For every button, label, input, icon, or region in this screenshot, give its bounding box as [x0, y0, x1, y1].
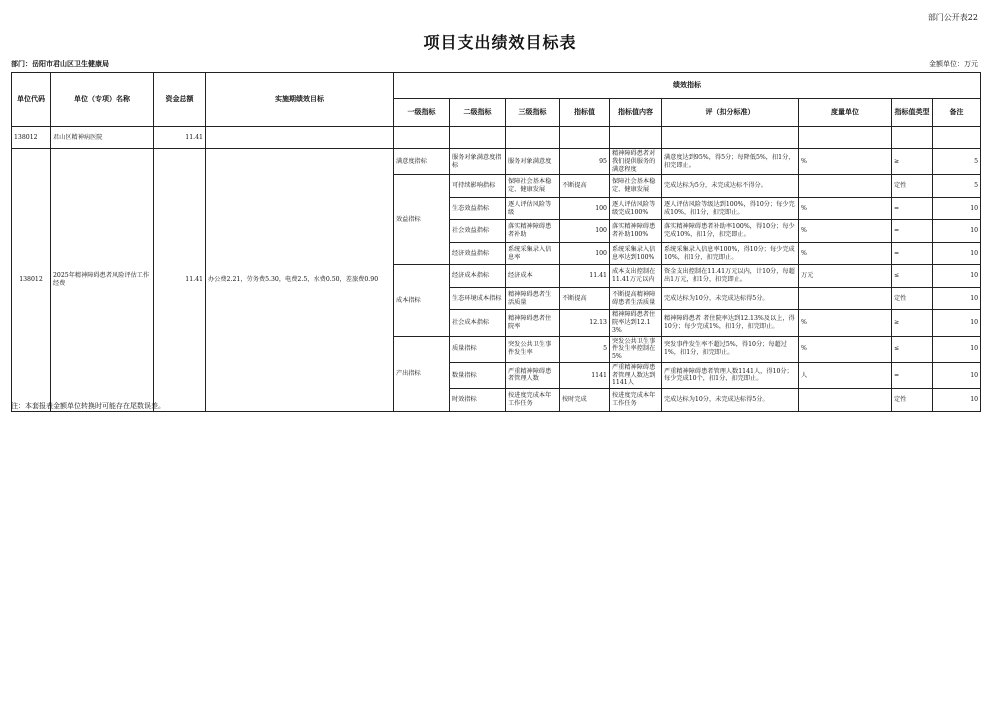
level1-cell: 效益指标	[394, 175, 450, 265]
level2-cell: 服务对象满意度指标	[450, 149, 506, 175]
scoring-cell: 突发事件发生率不超过5%，得10分；每超过1%，扣1分，扣完即止。	[662, 336, 799, 362]
scoring-cell: 严重精神障碍患者管理人数1141人，得10分；每少完成10个，扣1分，扣完即止。	[662, 362, 799, 388]
value-content-cell: 精神障碍患者对我们提供服务的满意程度	[610, 149, 662, 175]
measure-unit-cell: %	[799, 220, 892, 243]
remark-cell: 5	[933, 149, 981, 175]
level3-cell: 落实精神障碍患者补助	[506, 220, 560, 243]
header-level1: 一级指标	[394, 99, 450, 127]
value-cell: 12.13	[560, 310, 610, 336]
value-cell: 100	[560, 242, 610, 265]
measure-unit-cell: %	[799, 149, 892, 175]
level2-cell: 经济效益指标	[450, 242, 506, 265]
level3-cell: 经济成本	[506, 265, 560, 288]
department-label: 部门：岳阳市君山区卫生健康局	[11, 59, 109, 68]
page-corner-label: 部门公开表22	[927, 13, 978, 22]
header-unit-code: 单位代码	[12, 73, 51, 127]
level3-cell: 突发公共卫生事件发生率	[506, 336, 560, 362]
level1-cell: 成本指标	[394, 265, 450, 336]
value-cell: 1141	[560, 362, 610, 388]
remark-cell: 10	[933, 389, 981, 412]
project-amount: 11.41	[154, 149, 206, 412]
summary-code: 138012	[12, 127, 51, 149]
summary-name: 君山区精神病医院	[51, 127, 154, 149]
value-type-cell: =	[892, 220, 933, 243]
value-content-cell: 逐人评估风险等级完成100%	[610, 197, 662, 220]
remark-cell: 10	[933, 220, 981, 243]
header-level3: 三级指标	[506, 99, 560, 127]
level2-cell: 社会成本指标	[450, 310, 506, 336]
header-remark: 备注	[933, 99, 981, 127]
value-type-cell: ≥	[892, 149, 933, 175]
performance-target-table	[11, 72, 981, 412]
measure-unit-cell: %	[799, 242, 892, 265]
remark-cell: 10	[933, 197, 981, 220]
value-cell: 95	[560, 149, 610, 175]
measure-unit-cell	[799, 175, 892, 198]
project-goal: 办公费2.21，劳务费5.30，电费2.5，水费0.50，差旅费0.90	[206, 149, 394, 412]
level3-cell: 按进度完成本年工作任务	[506, 389, 560, 412]
value-type-cell: ≤	[892, 265, 933, 288]
header-value-content: 指标值内容	[610, 99, 662, 127]
remark-cell: 10	[933, 242, 981, 265]
value-cell: 11.41	[560, 265, 610, 288]
scoring-cell: 资金支出控制在11.41万元以内，计10分，每超出1万元，扣1分，扣完即止。	[662, 265, 799, 288]
remark-cell: 10	[933, 265, 981, 288]
level1-cell: 产出指标	[394, 336, 450, 411]
level2-cell: 时效指标	[450, 389, 506, 412]
level3-cell: 系统采集录入信息率	[506, 242, 560, 265]
project-name: 2025年精神障碍患者风险评估工作经费	[51, 149, 154, 412]
level2-cell: 经济成本指标	[450, 265, 506, 288]
header-goal: 实施期绩效目标	[206, 73, 394, 127]
scoring-cell: 系统采集录入信息率100%，得10分；每少完成10%，扣1分，扣完即止。	[662, 242, 799, 265]
value-content-cell: 突发公共卫生事件发生率控制在5%	[610, 336, 662, 362]
value-type-cell: =	[892, 197, 933, 220]
value-cell: 按时完成	[560, 389, 610, 412]
measure-unit-cell: %	[799, 310, 892, 336]
value-cell: 100	[560, 220, 610, 243]
value-content-cell: 按进度完成本年工作任务	[610, 389, 662, 412]
level3-cell: 严重精神障碍患者管理人数	[506, 362, 560, 388]
level2-cell: 生态环境成本指标	[450, 287, 506, 310]
value-type-cell: ≤	[892, 336, 933, 362]
header-perf-group: 绩效指标	[394, 73, 981, 99]
value-cell: 不断提高	[560, 175, 610, 198]
level2-cell: 可持续影响指标	[450, 175, 506, 198]
summary-amount: 11.41	[154, 127, 206, 149]
header-total-funds: 资金总额	[154, 73, 206, 127]
header-measure-unit: 度量单位	[799, 99, 892, 127]
value-type-cell: =	[892, 242, 933, 265]
level3-cell: 逐人评估风险等级	[506, 197, 560, 220]
header-value-type: 指标值类型	[892, 99, 933, 127]
remark-cell: 10	[933, 362, 981, 388]
measure-unit-cell: %	[799, 336, 892, 362]
header-level2: 二级指标	[450, 99, 506, 127]
value-content-cell: 系统采集录入信息率达到100%	[610, 242, 662, 265]
value-content-cell: 不断提高精神障碍患者生活质量	[610, 287, 662, 310]
header-scoring: 评（扣分标准）	[662, 99, 799, 127]
scoring-cell: 精神障碍患者 者住院率达到12.13%及以上，得10分；每少完成1%，扣1分，扣完即止。	[662, 310, 799, 336]
scoring-cell: 逐人评估风险等级达到100%，得10分；每少完成10%，扣1分，扣完即止。	[662, 197, 799, 220]
level3-cell: 服务对象满意度	[506, 149, 560, 175]
value-cell: 100	[560, 197, 610, 220]
header-unit-name: 单位（专项）名称	[51, 73, 154, 127]
summary-row	[12, 127, 981, 149]
level2-cell: 质量指标	[450, 336, 506, 362]
value-type-cell: 定性	[892, 389, 933, 412]
remark-cell: 5	[933, 175, 981, 198]
value-cell: 不断提高	[560, 287, 610, 310]
remark-cell: 10	[933, 287, 981, 310]
value-content-cell: 精神障碍患者住院率达到12.13%	[610, 310, 662, 336]
value-type-cell: 定性	[892, 287, 933, 310]
scoring-cell: 完成达标为10分，未完成达标得5分。	[662, 287, 799, 310]
page-title: 项目支出绩效目标表	[423, 33, 577, 52]
footnote: 注：本套报表金额单位转换时可能存在尾数误差。	[11, 402, 165, 410]
value-content-cell: 成本支出控制在11.41万元以内	[610, 265, 662, 288]
value-content-cell: 严重精神障碍患者管理人数达到1141人	[610, 362, 662, 388]
measure-unit-cell: 万元	[799, 265, 892, 288]
remark-cell: 10	[933, 310, 981, 336]
scoring-cell: 完成达标为5分，未完成达标不得分。	[662, 175, 799, 198]
level3-cell: 精神障碍患者住院率	[506, 310, 560, 336]
level1-cell: 满意度指标	[394, 149, 450, 175]
table-row	[12, 149, 981, 175]
amount-unit-label: 金额单位：万元	[929, 60, 978, 68]
level3-cell: 保障社会基本稳定、健康发展	[506, 175, 560, 198]
level3-cell: 精神障碍患者生活质量	[506, 287, 560, 310]
value-cell: 5	[560, 336, 610, 362]
value-content-cell: 落实精神障碍患者补助100%	[610, 220, 662, 243]
level2-cell: 生态效益指标	[450, 197, 506, 220]
measure-unit-cell	[799, 389, 892, 412]
measure-unit-cell: %	[799, 197, 892, 220]
scoring-cell: 完成达标为10分，未完成达标得5分。	[662, 389, 799, 412]
level2-cell: 社会效益指标	[450, 220, 506, 243]
value-type-cell: =	[892, 362, 933, 388]
scoring-cell: 落实精神障碍患者补助率100%，得10分；每少完成10%，扣1分，扣完即止。	[662, 220, 799, 243]
value-type-cell: 定性	[892, 175, 933, 198]
measure-unit-cell: 人	[799, 362, 892, 388]
scoring-cell: 满意度达到95%，得5分；每降低5%，扣1分，扣完即止。	[662, 149, 799, 175]
value-type-cell: ≥	[892, 310, 933, 336]
project-code: 138012	[12, 149, 51, 412]
value-content-cell: 保障社会基本稳定、健康发展	[610, 175, 662, 198]
remark-cell: 10	[933, 336, 981, 362]
header-value: 指标值	[560, 99, 610, 127]
level2-cell: 数量指标	[450, 362, 506, 388]
measure-unit-cell	[799, 287, 892, 310]
